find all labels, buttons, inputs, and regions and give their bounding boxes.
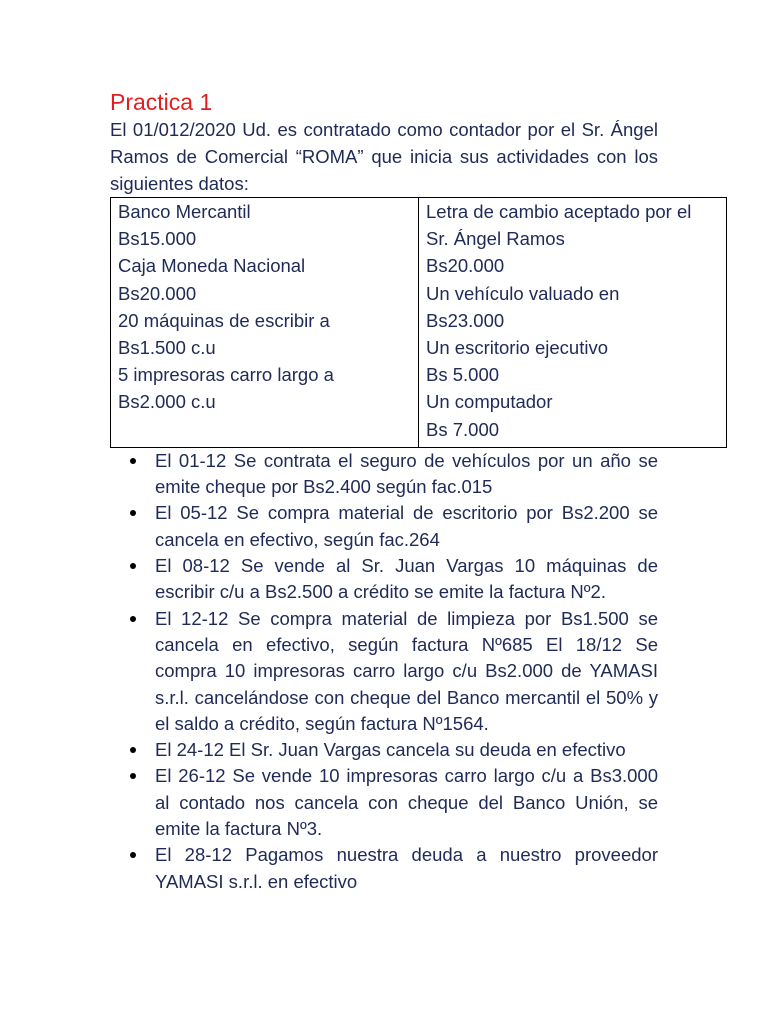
list-item bbox=[130, 500, 658, 553]
document-title: Practica 1 bbox=[110, 89, 213, 115]
table-line: Bs23.000 bbox=[426, 309, 505, 331]
bullet-icon bbox=[130, 616, 136, 622]
transaction-text: El 24-12 El Sr. Juan Vargas cancela su deuda en efectivo bbox=[155, 739, 626, 761]
bullet-icon bbox=[130, 510, 136, 516]
transaction-text: El 26-12 Se vende 10 impresoras carro largo c/u a Bs3.000 al contado nos cancela con cheque del Banco Unión, se emite la factura Nº3. bbox=[155, 765, 658, 839]
table-cell-right bbox=[419, 198, 727, 448]
table-line: Bs 5.000 bbox=[426, 364, 500, 386]
table-line: 5 impresoras carro largo a bbox=[118, 364, 334, 386]
list-item bbox=[130, 763, 658, 842]
bullet-icon bbox=[130, 458, 136, 464]
intro-paragraph: El 01/012/2020 Ud. es contratado como contador por el Sr. Ángel Ramos de Comercial “ROMA” que inicia sus actividades con los siguientes datos: bbox=[110, 119, 658, 194]
bullet-icon bbox=[130, 747, 136, 753]
table-line: Bs20.000 bbox=[426, 255, 505, 277]
document-page bbox=[110, 88, 692, 895]
table-line: Un computador bbox=[426, 391, 553, 413]
table-line: Sr. Ángel Ramos bbox=[426, 228, 565, 250]
list-item bbox=[130, 842, 658, 895]
transaction-text: El 05-12 Se compra material de escritorio por Bs2.200 se cancela en efectivo, según fac.264 bbox=[155, 502, 658, 550]
table-line: Un escritorio ejecutivo bbox=[426, 337, 608, 359]
list-item bbox=[130, 737, 658, 763]
table-line: Bs2.000 c.u bbox=[118, 391, 216, 413]
table-line: Bs20.000 bbox=[118, 282, 197, 304]
initial-assets-table bbox=[110, 197, 727, 448]
transaction-text: El 28-12 Pagamos nuestra deuda a nuestro proveedor YAMASI s.r.l. en efectivo bbox=[155, 844, 658, 892]
list-item bbox=[130, 553, 658, 606]
table-line: Bs1.500 c.u bbox=[118, 337, 216, 359]
list-item bbox=[130, 606, 658, 737]
table-row bbox=[111, 198, 727, 448]
table-line: Bs 7.000 bbox=[426, 418, 500, 440]
bullet-icon bbox=[130, 563, 136, 569]
list-item bbox=[130, 448, 658, 501]
table-line: Bs15.000 bbox=[118, 228, 197, 250]
bullet-icon bbox=[130, 852, 136, 858]
table-line: Un vehículo valuado en bbox=[426, 282, 620, 304]
transaction-text: El 01-12 Se contrata el seguro de vehículos por un año se emite cheque por Bs2.400 según fac.015 bbox=[155, 449, 658, 498]
table-line: Caja Moneda Nacional bbox=[118, 255, 306, 277]
table-line: Letra de cambio aceptado por el bbox=[426, 201, 692, 222]
table-line: Banco Mercantil bbox=[118, 201, 251, 222]
table-cell-left bbox=[111, 198, 419, 448]
table-line: 20 máquinas de escribir a bbox=[118, 309, 330, 331]
transaction-text: El 12-12 Se compra material de limpieza por Bs1.500 se cancela en efectivo, según factura Nº685 El 18/12 Se compra 10 impresoras carro largo c/u Bs2.000 de YAMASI s.r.l. cancelándose con cheque del Banco mercantil el 50% y el saldo a crédito, según factura Nº1564. bbox=[155, 607, 658, 734]
bullet-icon bbox=[130, 773, 136, 779]
transactions-list bbox=[130, 448, 658, 895]
transaction-text: El 08-12 Se vende al Sr. Juan Vargas 10 máquinas de escribir c/u a Bs2.500 a crédito se emite la factura Nº2. bbox=[155, 555, 658, 603]
